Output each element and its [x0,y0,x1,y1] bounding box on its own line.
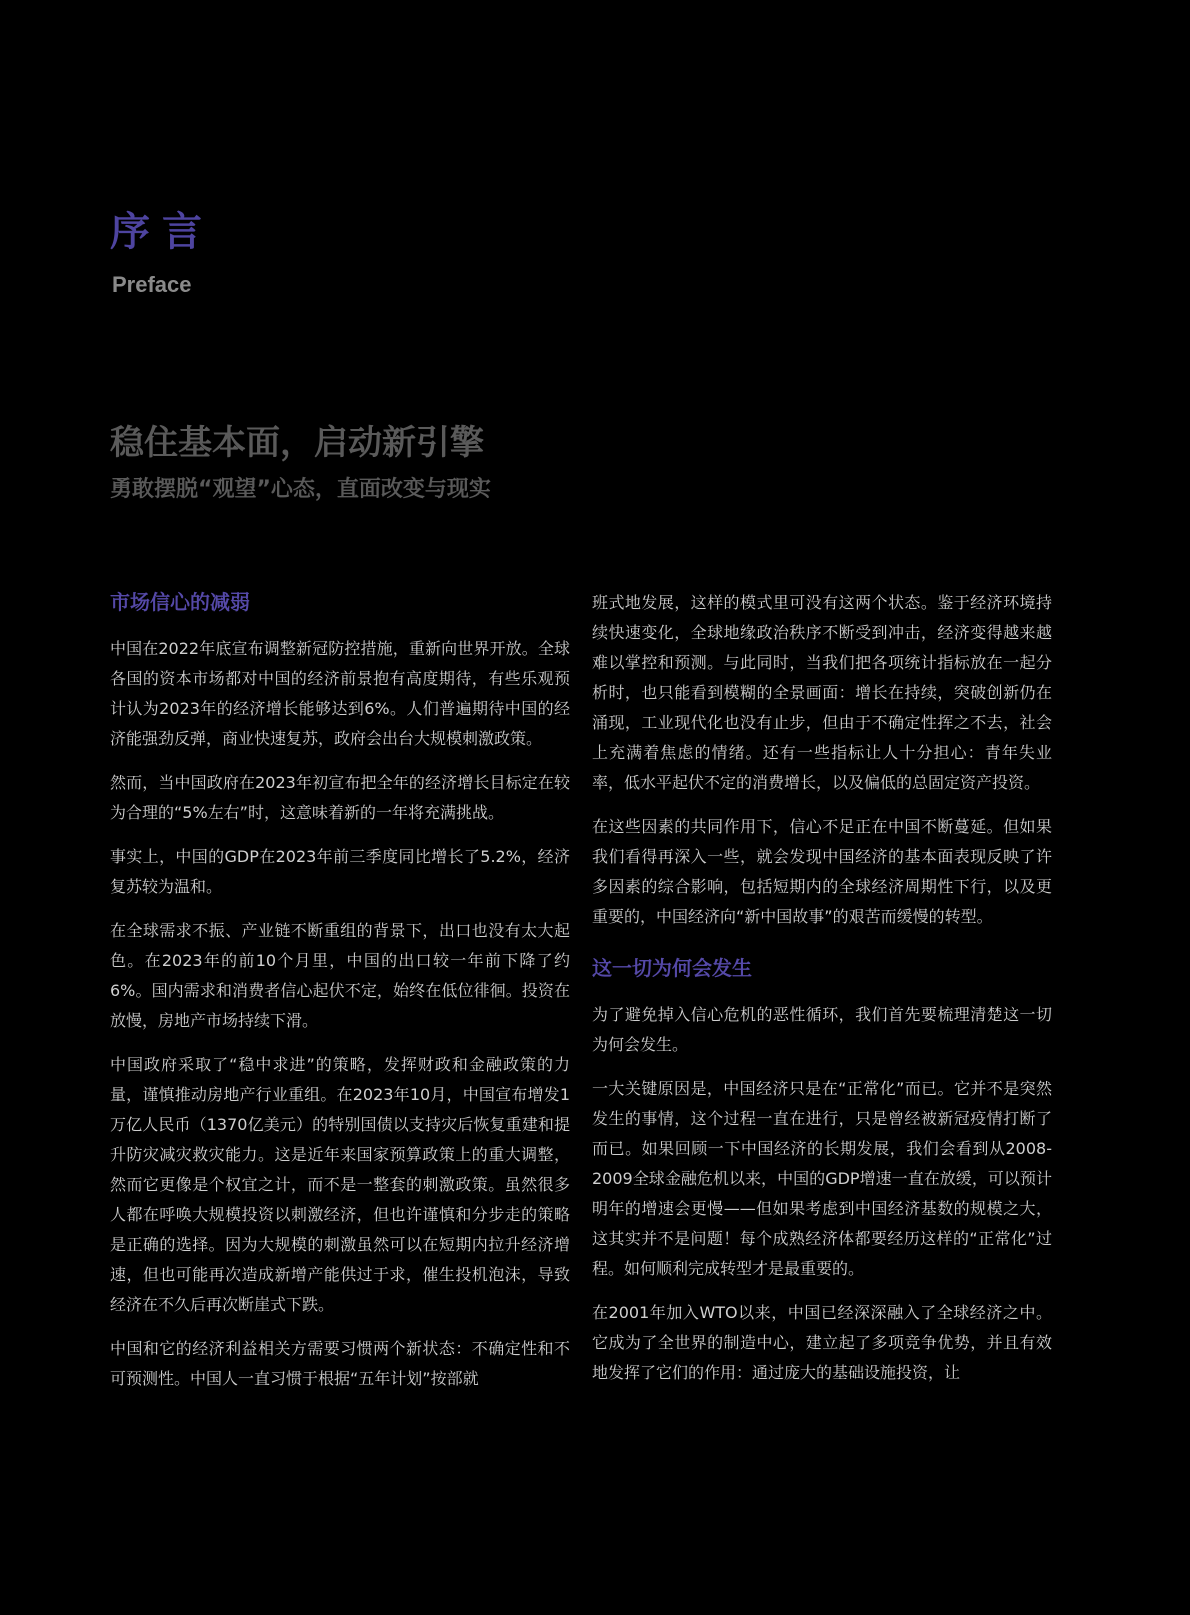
paragraph: 在2001年加入WTO以来，中国已经深深融入了全球经济之中。它成为了全世界的制造中心，建立起了多项竞争优势，并且有效地发挥了它们的作用：通过庞大的基础设施投资，让 [592,1303,1052,1382]
subheadline: 勇敢摆脱“观望”心态，直面改变与现实 [110,477,491,502]
paragraph: 班式地发展，这样的模式里可没有这两个状态。鉴于经济环境持续快速变化，全球地缘政治秩序不断受到冲击，经济变得越来越难以掌控和预测。与此同时，当我们把各项统计指标放在一起分析时，也只能看到模糊的全景画面：增长在持续，突破创新仍在涌现，工业现代化也没有止步，但由于不确定性挥之不去，社会上充满着焦虑的情绪。还有一些指标让人十分担心：青年失业率，低水平起伏不定的消费增长，以及偏低的总固定资产投资。 [592,593,1052,792]
paragraph: 中国在2022年底宣布调整新冠防控措施，重新向世界开放。全球各国的资本市场都对中国的经济前景抱有高度期待，有些乐观预计认为2023年的经济增长能够达到6%。人们普遍期待中国的经济能强劲反弹，商业快速复苏，政府会出台大规模刺激政策。 [110,639,570,748]
right-column [592,588,1052,1402]
paragraph: 一大关键原因是，中国经济只是在“正常化”而已。它并不是突然发生的事情，这个过程一直在进行，只是曾经被新冠疫情打断了而已。如果回顾一下中国经济的长期发展，我们会看到从2008-2009全球金融危机以来，中国的GDP增速一直在放缓，可以预计明年的增速会更慢——但如果考虑到中国经济基数的规模之大，这其实并不是问题！每个成熟经济体都要经历这样的“正常化”过程。如何顺利完成转型才是最重要的。 [592,1079,1052,1278]
section-heading-market-confidence: 市场信心的减弱 [110,590,250,614]
page-title-chinese: 序言 [110,209,214,255]
paragraph: 在这些因素的共同作用下，信心不足正在中国不断蔓延。但如果我们看得再深入一些，就会发现中国经济的基本面表现反映了许多因素的综合影响，包括短期内的全球经济周期性下行，以及更重要的，中国经济向“新中国故事”的艰苦而缓慢的转型。 [592,817,1052,926]
paragraph: 为了避免掉入信心危机的恶性循环，我们首先要梳理清楚这一切为何会发生。 [592,1005,1052,1054]
paragraph: 然而，当中国政府在2023年初宣布把全年的经济增长目标定在较为合理的“5%左右”时，这意味着新的一年将充满挑战。 [110,773,570,822]
section-heading-why-it-happened: 这一切为何会发生 [592,956,752,980]
paragraph: 中国政府采取了“稳中求进”的策略，发挥财政和金融政策的力量，谨慎推动房地产行业重组。在2023年10月，中国宣布增发1万亿人民币（1370亿美元）的特别国债以支持灾后恢复重建和提升防灾减灾救灾能力。这是近年来国家预算政策上的重大调整，然而它更像是个权宜之计，而不是一整套的刺激政策。虽然很多人都在呼唤大规模投资以刺激经济，但也许谨慎和分步走的策略是正确的选择。因为大规模的刺激虽然可以在短期内拉升经济增速，但也可能再次造成新增产能供过于求，催生投机泡沫，导致经济在不久后再次断崖式下跌。 [110,1055,570,1314]
paragraph: 事实上，中国的GDP在2023年前三季度同比增长了5.2%，经济复苏较为温和。 [110,847,570,896]
paragraph: 中国和它的经济利益相关方需要习惯两个新状态：不确定性和不可预测性。中国人一直习惯于根据“五年计划”按部就 [110,1339,570,1388]
page-title-english: Preface [112,272,192,297]
paragraph: 在全球需求不振、产业链不断重组的背景下，出口也没有太大起色。在2023年的前10个月里，中国的出口较一年前下降了约6%。国内需求和消费者信心起伏不定，始终在低位徘徊。投资在放慢，房地产市场持续下滑。 [110,921,570,1030]
left-column [110,588,570,1408]
headline: 稳住基本面，启动新引擎 [110,423,484,463]
